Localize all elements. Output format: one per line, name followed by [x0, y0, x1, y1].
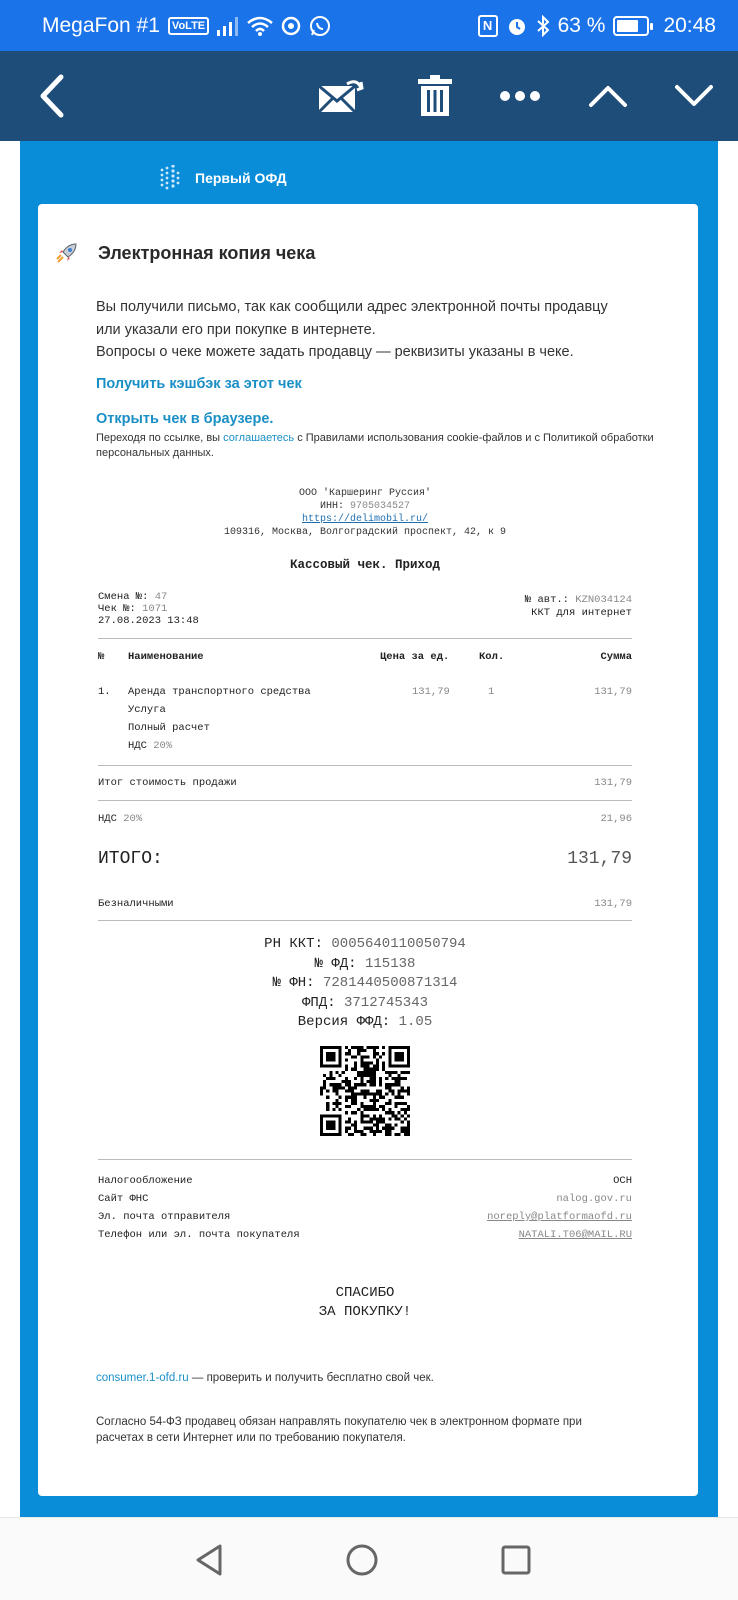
- item-vat: [128, 740, 662, 752]
- auto-value: KZN034124: [575, 594, 632, 606]
- carrier-name: MegaFon #1: [42, 13, 160, 37]
- fpd: [98, 994, 632, 1014]
- thanks-line: ЗА ПОКУПКУ!: [318, 1304, 412, 1320]
- vat-sum: 21,96: [600, 813, 632, 825]
- auto-line: [98, 594, 632, 606]
- cashless-value: 131,79: [594, 898, 632, 910]
- receipt-card: [38, 204, 698, 1496]
- datetime: 27.08.2023 13:48: [98, 615, 199, 627]
- ofd-brand-name: Первый ОФД: [195, 170, 287, 186]
- check-label: Чек №:: [98, 603, 136, 615]
- itogo-label: ИТОГО:: [98, 849, 163, 869]
- sender-row: [98, 1211, 632, 1223]
- trash-icon: [417, 75, 453, 117]
- triangle-back-icon: [194, 1543, 224, 1577]
- shift-value: 47: [154, 591, 168, 603]
- item-payment: Полный расчет: [128, 722, 210, 734]
- volte-badge: VoLTE: [168, 17, 209, 35]
- ofd-logo-icon: [159, 165, 181, 191]
- buyer-email-link[interactable]: NATALI.T06@MAIL.RU: [518, 1229, 632, 1241]
- col-name: Наименование: [128, 651, 204, 663]
- ofd-brand: [159, 165, 287, 191]
- open-in-browser-link[interactable]: Открыть чек в браузере.: [96, 411, 274, 427]
- item-qty: 1: [488, 686, 495, 698]
- system-nav-bar: [0, 1517, 738, 1600]
- fn-value: 7281440500871314: [323, 975, 458, 991]
- wifi-icon: [247, 16, 273, 36]
- item-type: Услуга: [128, 704, 166, 716]
- fd-value: 115138: [365, 955, 416, 972]
- law-note: [96, 1414, 582, 1446]
- whatsapp-icon: [309, 15, 331, 37]
- tax-label: Налогообложение: [98, 1175, 193, 1187]
- shift-label: Смена №:: [98, 591, 149, 603]
- fns-value: nalog.gov.ru: [556, 1193, 632, 1205]
- rocket-icon: [56, 242, 78, 264]
- thanks-message: [98, 1284, 632, 1322]
- rn-label: РН ККТ:: [264, 936, 323, 952]
- doc-title: Кассовый чек. Приход: [289, 558, 441, 572]
- next-mail-button[interactable]: [670, 51, 718, 141]
- consumer-text: — проверить и получить бесплатно свой чек.: [188, 1372, 434, 1384]
- item-sum: 131,79: [594, 686, 632, 698]
- fiscal-block: [98, 935, 632, 1033]
- buyer-label: Телефон или эл. почта покупателя: [98, 1229, 300, 1241]
- col-price: Цена за ед.: [380, 651, 450, 663]
- law-line: расчетах в сети Интернет или по требованию покупателя.: [96, 1432, 406, 1444]
- sender-email-link[interactable]: noreply@platformaofd.ru: [487, 1211, 632, 1223]
- signal-icon: [217, 16, 239, 36]
- mail-move-icon: [317, 76, 365, 116]
- more-dots-icon: [499, 90, 541, 102]
- chevron-down-icon: [674, 84, 714, 108]
- itogo-row: [98, 849, 632, 869]
- vat-row: [98, 813, 632, 825]
- tax-value: ОСН: [613, 1175, 632, 1187]
- nfc-icon: N: [478, 15, 498, 37]
- mail-toolbar: [0, 51, 738, 141]
- buyer-row: [98, 1229, 632, 1241]
- item-num: 1.: [98, 686, 111, 698]
- note-text: с Правилами использования cookie-файлов и с Политикой обработки персональных данных.: [96, 432, 654, 459]
- status-bar: [0, 0, 738, 51]
- chevron-left-icon: [37, 73, 67, 119]
- more-button[interactable]: [496, 51, 544, 141]
- clock: 20:48: [663, 13, 716, 37]
- cashback-link[interactable]: Получить кэшбэк за этот чек: [96, 376, 302, 392]
- qr-code-icon: [320, 1046, 410, 1136]
- chevron-up-icon: [588, 84, 628, 108]
- intro-text: [96, 296, 676, 364]
- ffd-value: 1.05: [398, 1014, 433, 1030]
- item-vat-label: НДС: [128, 740, 147, 752]
- cookie-note: [96, 431, 656, 461]
- consumer-line: [96, 1370, 434, 1386]
- inn-label: ИНН:: [319, 501, 344, 512]
- org-name: ООО 'Каршеринг Руссия': [298, 488, 432, 499]
- fpd-label: ФПД:: [301, 994, 336, 1011]
- inn-value: 9705034527: [350, 501, 411, 512]
- cashless-row: [98, 898, 632, 910]
- nav-back-button[interactable]: [189, 1540, 229, 1580]
- intro-line: или указали его при покупке в интернете.: [96, 321, 376, 338]
- item-name: Аренда транспортного средства: [128, 686, 311, 698]
- circle-home-icon: [345, 1543, 379, 1577]
- tax-row: [98, 1175, 632, 1187]
- col-num: №: [98, 651, 105, 663]
- qr-code: [320, 1046, 410, 1141]
- total-cost-label: Итог стоимость продажи: [98, 777, 237, 789]
- rn-kkt: [98, 935, 632, 955]
- divider: [98, 1159, 632, 1160]
- battery-percent: 63 %: [557, 13, 606, 37]
- fd-label: № ФД:: [314, 955, 357, 972]
- fn-label: № ФН:: [272, 975, 315, 991]
- col-qty: Кол.: [479, 651, 505, 663]
- nav-recents-button[interactable]: [496, 1540, 536, 1580]
- intro-line: Вы получили письмо, так как сообщили адрес электронной почты продавцу: [96, 299, 608, 315]
- fn-number: [98, 974, 632, 994]
- card-title: [56, 242, 315, 264]
- back-button[interactable]: [28, 51, 76, 141]
- sync-icon: [281, 16, 301, 36]
- inn-line: [98, 501, 632, 512]
- page-title: Электронная копия чека: [98, 242, 316, 263]
- thanks-line: СПАСИБО: [335, 1285, 395, 1301]
- intro-line: Вопросы о чеке можете задать продавцу — реквизиты указаны в чеке.: [96, 344, 574, 360]
- total-cost-row: [98, 777, 632, 789]
- auto-label: № авт.:: [524, 594, 569, 606]
- agree-link[interactable]: соглашаетесь: [223, 432, 295, 444]
- kkt-type: ККТ для интернет: [531, 607, 632, 619]
- check-value: 1071: [142, 603, 168, 615]
- divider: [98, 765, 632, 766]
- total-cost-value: 131,79: [594, 777, 632, 789]
- cashless-label: Безналичными: [98, 898, 174, 910]
- fns-row: [98, 1193, 632, 1205]
- fpd-value: 3712745343: [344, 994, 429, 1011]
- email-body[interactable]: [20, 141, 718, 1517]
- fd-number: [98, 955, 632, 975]
- alarm-icon: [506, 15, 528, 37]
- square-recents-icon: [500, 1544, 532, 1576]
- col-sum: Сумма: [600, 651, 632, 663]
- law-line: Согласно 54-ФЗ продавец обязан направлять покупателю чек в электронном формате при: [96, 1416, 582, 1428]
- consumer-link[interactable]: consumer.1-ofd.ru: [96, 1372, 189, 1384]
- ffd-label: Версия ФФД:: [297, 1014, 391, 1030]
- vat-rate: 20%: [123, 813, 143, 825]
- battery-icon: [613, 16, 649, 36]
- item-vat-value: 20%: [153, 740, 173, 752]
- address: 109316, Москва, Волгоградский проспект, 42, к 9: [223, 527, 507, 538]
- rn-value: 0005640110050794: [331, 936, 466, 952]
- vat-label: НДС: [98, 813, 117, 825]
- site-line: [98, 514, 632, 525]
- divider: [98, 800, 632, 801]
- previous-mail-button[interactable]: [584, 51, 632, 141]
- move-mail-button[interactable]: [316, 51, 366, 141]
- item-price: 131,79: [412, 686, 450, 698]
- itogo-value: 131,79: [567, 849, 632, 869]
- divider: [98, 920, 632, 921]
- note-text: Переходя по ссылке, вы: [96, 432, 224, 444]
- delete-button[interactable]: [412, 51, 458, 141]
- nav-home-button[interactable]: [342, 1540, 382, 1580]
- sender-label: Эл. почта отправителя: [98, 1211, 231, 1223]
- fns-label: Сайт ФНС: [98, 1193, 149, 1205]
- ffd-version: [98, 1013, 632, 1033]
- bluetooth-icon: [536, 15, 550, 37]
- seller-site-link[interactable]: https://delimobil.ru/: [301, 514, 429, 525]
- divider: [98, 638, 632, 639]
